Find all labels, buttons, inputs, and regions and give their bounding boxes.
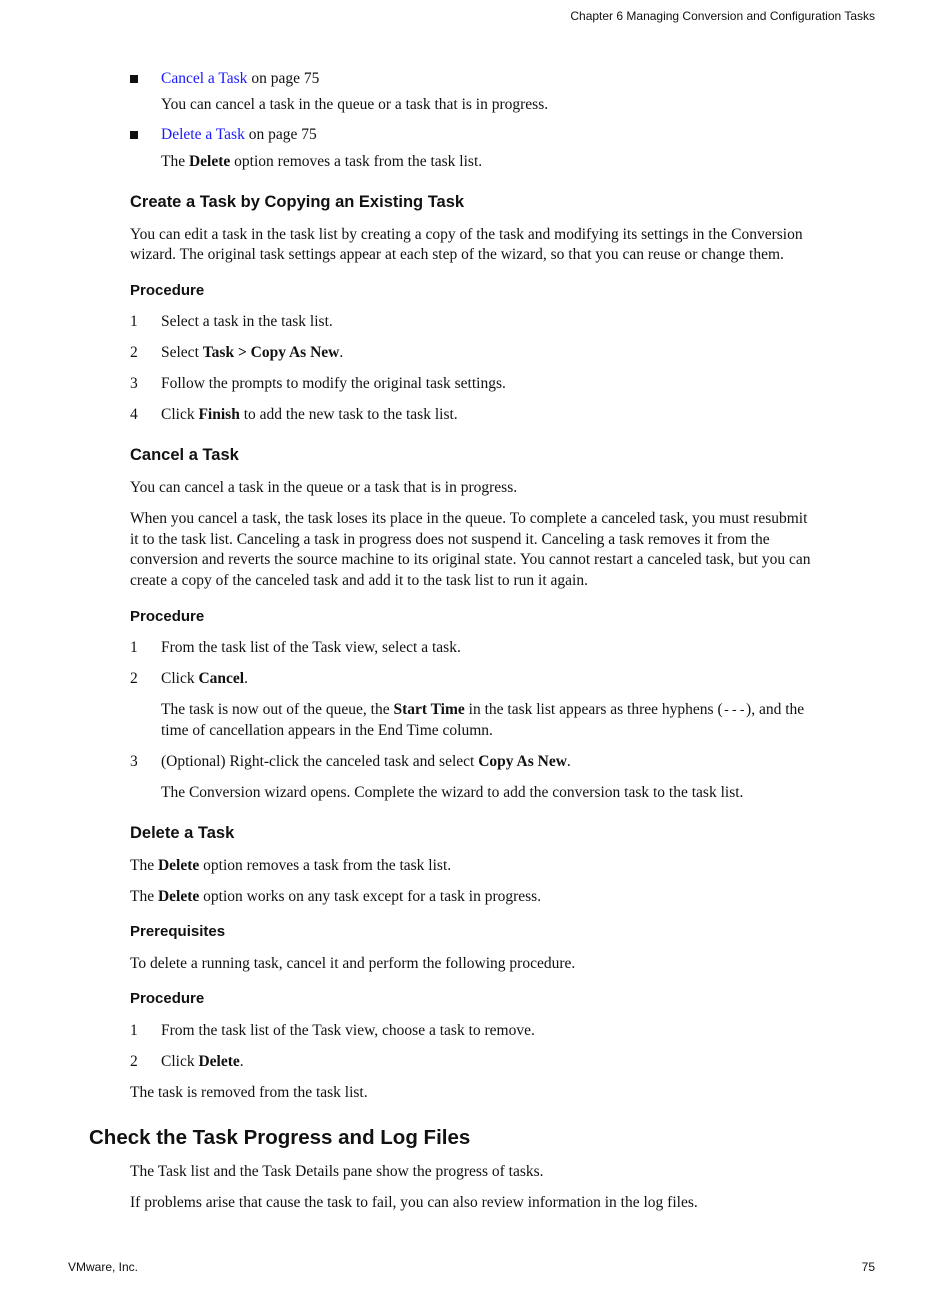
text: in the task list appears as three hyphens ( xyxy=(464,701,723,718)
text: option removes a task from the task list. xyxy=(199,857,452,874)
bullet-desc: You can cancel a task in the queue or a task that is in progress. xyxy=(161,96,549,113)
step-text xyxy=(161,752,571,773)
text: . xyxy=(244,670,248,687)
section-title-progress: Check the Task Progress and Log Files xyxy=(89,1126,471,1149)
cancel-task-link[interactable]: Cancel a Task xyxy=(161,70,248,87)
step-text xyxy=(161,405,458,426)
paragraph xyxy=(130,887,541,908)
bold-text: Task > Copy As New xyxy=(202,344,340,361)
section-title-cancel: Cancel a Task xyxy=(130,446,239,464)
bold-text: Delete xyxy=(198,1053,240,1070)
step-text: From the task list of the Task view, choose a task to remove. xyxy=(161,1022,535,1039)
paragraph-line: create a copy of the canceled task and add it to the task list to run it again. xyxy=(130,572,588,589)
text: . xyxy=(239,1053,244,1070)
bold-text: Delete xyxy=(188,153,231,170)
step-number: 2 xyxy=(130,670,138,687)
text: The task is now out of the queue, the xyxy=(161,701,394,718)
text: (Optional) Right-click the canceled task and select xyxy=(161,753,479,770)
text: ), and the xyxy=(746,701,805,718)
paragraph: The task is removed from the task list. xyxy=(130,1084,368,1101)
prerequisites-label: Prerequisites xyxy=(130,923,226,940)
paragraph: You can cancel a task in the queue or a task that is in progress. xyxy=(130,479,518,496)
step-number: 2 xyxy=(130,1053,138,1070)
step-text: Follow the prompts to modify the original task settings. xyxy=(161,375,506,392)
step-result-line xyxy=(161,700,804,722)
text: option works on any task except for a task in progress. xyxy=(199,888,542,905)
delete-task-link[interactable]: Delete a Task xyxy=(161,126,245,143)
bullet-item-delete xyxy=(161,125,317,146)
step-result-line: time of cancellation appears in the End Time column. xyxy=(161,722,493,739)
paragraph: The Task list and the Task Details pane show the progress of tasks. xyxy=(130,1163,544,1180)
procedure-label: Procedure xyxy=(130,282,205,299)
bold-text: Delete xyxy=(157,857,200,874)
running-header: Chapter 6 Managing Conversion and Configuration Tasks xyxy=(570,9,875,23)
section-title-copy: Create a Task by Copying an Existing Task xyxy=(130,193,465,211)
text: to add the new task to the task list. xyxy=(239,406,458,423)
bold-text: Start Time xyxy=(393,701,465,718)
text: . xyxy=(339,344,344,361)
bullet-icon xyxy=(130,75,138,83)
text: Click xyxy=(161,670,199,687)
paragraph-line: it to the task list. Canceling a task in progress does not suspend it. Canceling a task removes it from the xyxy=(130,531,770,548)
procedure-label: Procedure xyxy=(130,608,205,625)
paragraph: If problems arise that cause the task to fail, you can also review information in the log files. xyxy=(130,1194,698,1211)
step-number: 1 xyxy=(130,313,138,330)
step-number: 4 xyxy=(130,406,138,423)
step-text xyxy=(161,343,343,364)
bullet-desc xyxy=(161,152,482,173)
step-text: From the task list of the Task view, select a task. xyxy=(161,639,461,656)
section-title-delete: Delete a Task xyxy=(130,824,235,842)
paragraph-line: You can edit a task in the task list by creating a copy of the task and modifying its settings in the Conversion xyxy=(130,226,803,243)
code-text: --- xyxy=(722,703,747,718)
page-number: 75 xyxy=(861,1260,875,1274)
paragraph-line: wizard. The original task settings appear at each step of the wizard, so that you can reuse or change them. xyxy=(130,246,784,263)
text: Click xyxy=(161,406,199,423)
text: The xyxy=(161,153,189,170)
text: option removes a task from the task list. xyxy=(230,153,483,170)
page-ref: on page 75 xyxy=(247,70,320,87)
paragraph: To delete a running task, cancel it and perform the following procedure. xyxy=(130,955,576,972)
step-text xyxy=(161,1052,244,1073)
step-text xyxy=(161,669,248,690)
bullet-item-cancel xyxy=(161,69,319,90)
text: Select xyxy=(161,344,203,361)
procedure-label: Procedure xyxy=(130,990,205,1007)
step-text: Select a task in the task list. xyxy=(161,313,333,330)
step-result-line: The Conversion wizard opens. Complete the wizard to add the conversion task to the task list. xyxy=(161,784,744,801)
page-ref: on page 75 xyxy=(244,126,317,143)
paragraph-line: When you cancel a task, the task loses its place in the queue. To complete a canceled task, you must resubmit xyxy=(130,510,808,527)
step-number: 3 xyxy=(130,753,138,770)
footer-company: VMware, Inc. xyxy=(68,1260,139,1274)
step-number: 2 xyxy=(130,344,138,361)
bullet-icon xyxy=(130,131,138,139)
step-number: 1 xyxy=(130,639,138,656)
text: Click xyxy=(161,1053,199,1070)
bold-text: Finish xyxy=(198,406,240,423)
step-number: 3 xyxy=(130,375,138,392)
paragraph-line: conversion and reverts the source machine to its original state. You cannot restart a canceled task, but you can xyxy=(130,551,811,568)
bold-text: Copy As New xyxy=(478,753,567,770)
paragraph xyxy=(130,856,451,877)
text: The xyxy=(130,888,158,905)
text: . xyxy=(566,753,571,770)
bold-text: Cancel xyxy=(198,670,245,687)
bold-text: Delete xyxy=(157,888,200,905)
step-number: 1 xyxy=(130,1022,138,1039)
text: The xyxy=(130,857,158,874)
